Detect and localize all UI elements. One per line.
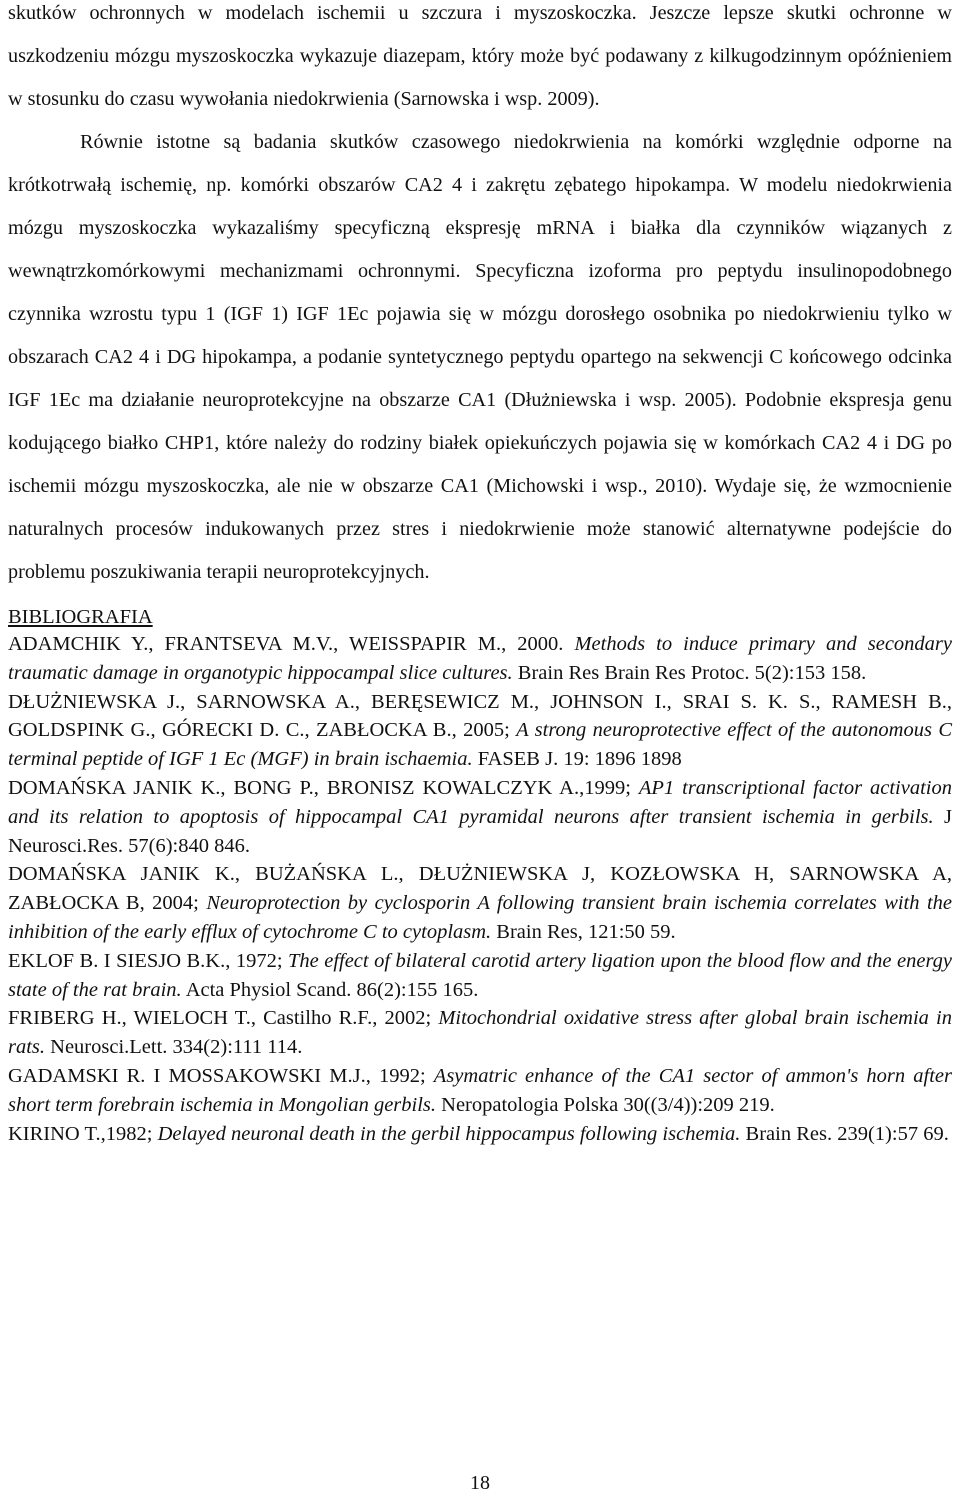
reference-source: J Neurosci.Res. 57(6):840 846. (8, 805, 953, 857)
reference-title: A strong neuroprotective effect of the autonomous C terminal peptide of IGF 1 Ec (MGF) in brain ischaemia. (8, 719, 952, 771)
reference-title: Delayed neuronal death in the gerbil hippocampus following ischemia. (157, 1122, 741, 1145)
reference-item (8, 1120, 952, 1149)
reference-item (8, 1062, 952, 1120)
document-page (8, 0, 952, 1148)
reference-title: Methods to induce primary and secondary traumatic damage in organotypic hippocampal slice cultures. (8, 633, 953, 684)
reference-authors: KIRINO T.,1982; (8, 1122, 153, 1145)
reference-title: Mitochondrial oxidative stress after global brain ischemia in rats. (8, 1007, 952, 1059)
reference-item (8, 947, 952, 1005)
reference-list (8, 630, 952, 1148)
body-paragraph-1: skutków ochronnych w modelach ischemii u szczura i myszoskoczka. Jeszcze lepsze skutki ochronne w uszkodzeniu mózgu myszoskoczka wykazuje diazepam, który może być podawany z kilkugodzinnym opóźnieniem w stosunku do czasu wywołania niedokrwienia (Sarnowska i wsp. 2009). (8, 2, 952, 110)
reference-authors: DOMAŃSKA JANIK K., BONG P., BRONISZ KOWALCZYK A.,1999; (8, 776, 631, 799)
reference-title: Asymatric enhance of the CA1 sector of ammon's horn after short term forebrain ischemia in Mongolian gerbils. (8, 1064, 953, 1116)
reference-authors: DŁUŻNIEWSKA J., SARNOWSKA A., BERĘSEWICZ M., JOHNSON I., SRAI S. K. S., RAMESH B., GOLDSPINK G., GÓRECKI D. C., ZABŁOCKA B., 2005; (8, 690, 952, 742)
reference-title: AP1 transcriptional factor activation and its relation to apoptosis of hippocampal CA1 pyramidal neurons after transient ischemia in gerbils. (8, 776, 952, 828)
reference-item (8, 688, 952, 774)
reference-source: Neurosci.Lett. 334(2):111 114. (50, 1036, 303, 1059)
reference-authors: GADAMSKI R. I MOSSAKOWSKI M.J., 1992; (8, 1064, 426, 1087)
reference-title: Neuroprotection by cyclosporin A following transient brain ischemia correlates with the inhibition of the early efflux of cytochrome C to cytoplasm. (8, 892, 952, 943)
reference-item (8, 860, 952, 946)
reference-source: Neropatologia Polska 30((3/4)):209 219. (441, 1093, 775, 1116)
page-number: 18 (470, 1472, 490, 1494)
reference-source: Acta Physiol Scand. 86(2):155 165. (185, 978, 479, 1001)
reference-authors: DOMAŃSKA JANIK K., BUŻAŃSKA L., DŁUŻNIEWSKA J, KOZŁOWSKA H, SARNOWSKA A, ZABŁOCKA B, 2004; (8, 863, 952, 915)
reference-authors: ADAMCHIK Y., FRANTSEVA M.V., WEISSPAPIR M., 2000. (8, 633, 564, 655)
reference-title: The effect of bilateral carotid artery ligation upon the blood flow and the energy state of the rat brain. (8, 949, 953, 1001)
reference-source: FASEB J. 19: 1896 1898 (477, 748, 682, 771)
reference-item (8, 1004, 952, 1062)
bibliography-heading: BIBLIOGRAFIA (8, 606, 153, 628)
body-paragraph-2: Równie istotne są badania skutków czasowego niedokrwienia na komórki względnie odporne na krótkotrwałą ischemię, np. komórki obszarów CA2 4 i zakrętu zębatego hipokampa. W modelu niedokrwienia mózgu myszoskoczka wykazaliśmy specyficzną ekspresję mRNA i białka dla czynników wiązanych z wewnątrzkomórkowymi mechanizmami ochronnymi. Specyficzna izoforma pro peptydu insulinopodobnego czynnika wzrostu typu 1 (IGF 1) IGF 1Ec pojawia się w mózgu dorosłego osobnika po niedokrwieniu tylko w obszarach CA2 4 i DG hipokampa, a podanie syntetycznego peptydu opartego na sekwencji C końcowego odcinka IGF 1Ec ma działanie neuroprotekcyjne na obszarze CA1 (Dłużniewska i wsp. 2005). Podobnie ekspresja genu kodującego białko CHP1, które należy do rodziny białek opiekuńczych pojawia się w komórkach CA2 4 i DG po ischemii mózgu myszoskoczka, ale nie w obszarze CA1 (Michowski i wsp., 2010). Wydaje się, że wzmocnienie naturalnych procesów indukowanych przez stres i niedokrwienie może stanowić alternatywne podejście do problemu poszukiwania terapii neuroprotekcyjnych. (8, 131, 952, 583)
reference-source: Brain Res, 121:50 59. (496, 920, 676, 943)
reference-authors: FRIBERG H., WIELOCH T., Castilho R.F., 2002; (8, 1007, 432, 1030)
reference-authors: EKLOF B. I SIESJO B.K., 1972; (8, 949, 283, 972)
reference-item (8, 630, 952, 688)
reference-item (8, 774, 952, 860)
reference-source: Brain Res. 239(1):57 69. (745, 1122, 949, 1145)
reference-source: Brain Res Brain Res Protoc. 5(2):153 158. (517, 661, 867, 684)
